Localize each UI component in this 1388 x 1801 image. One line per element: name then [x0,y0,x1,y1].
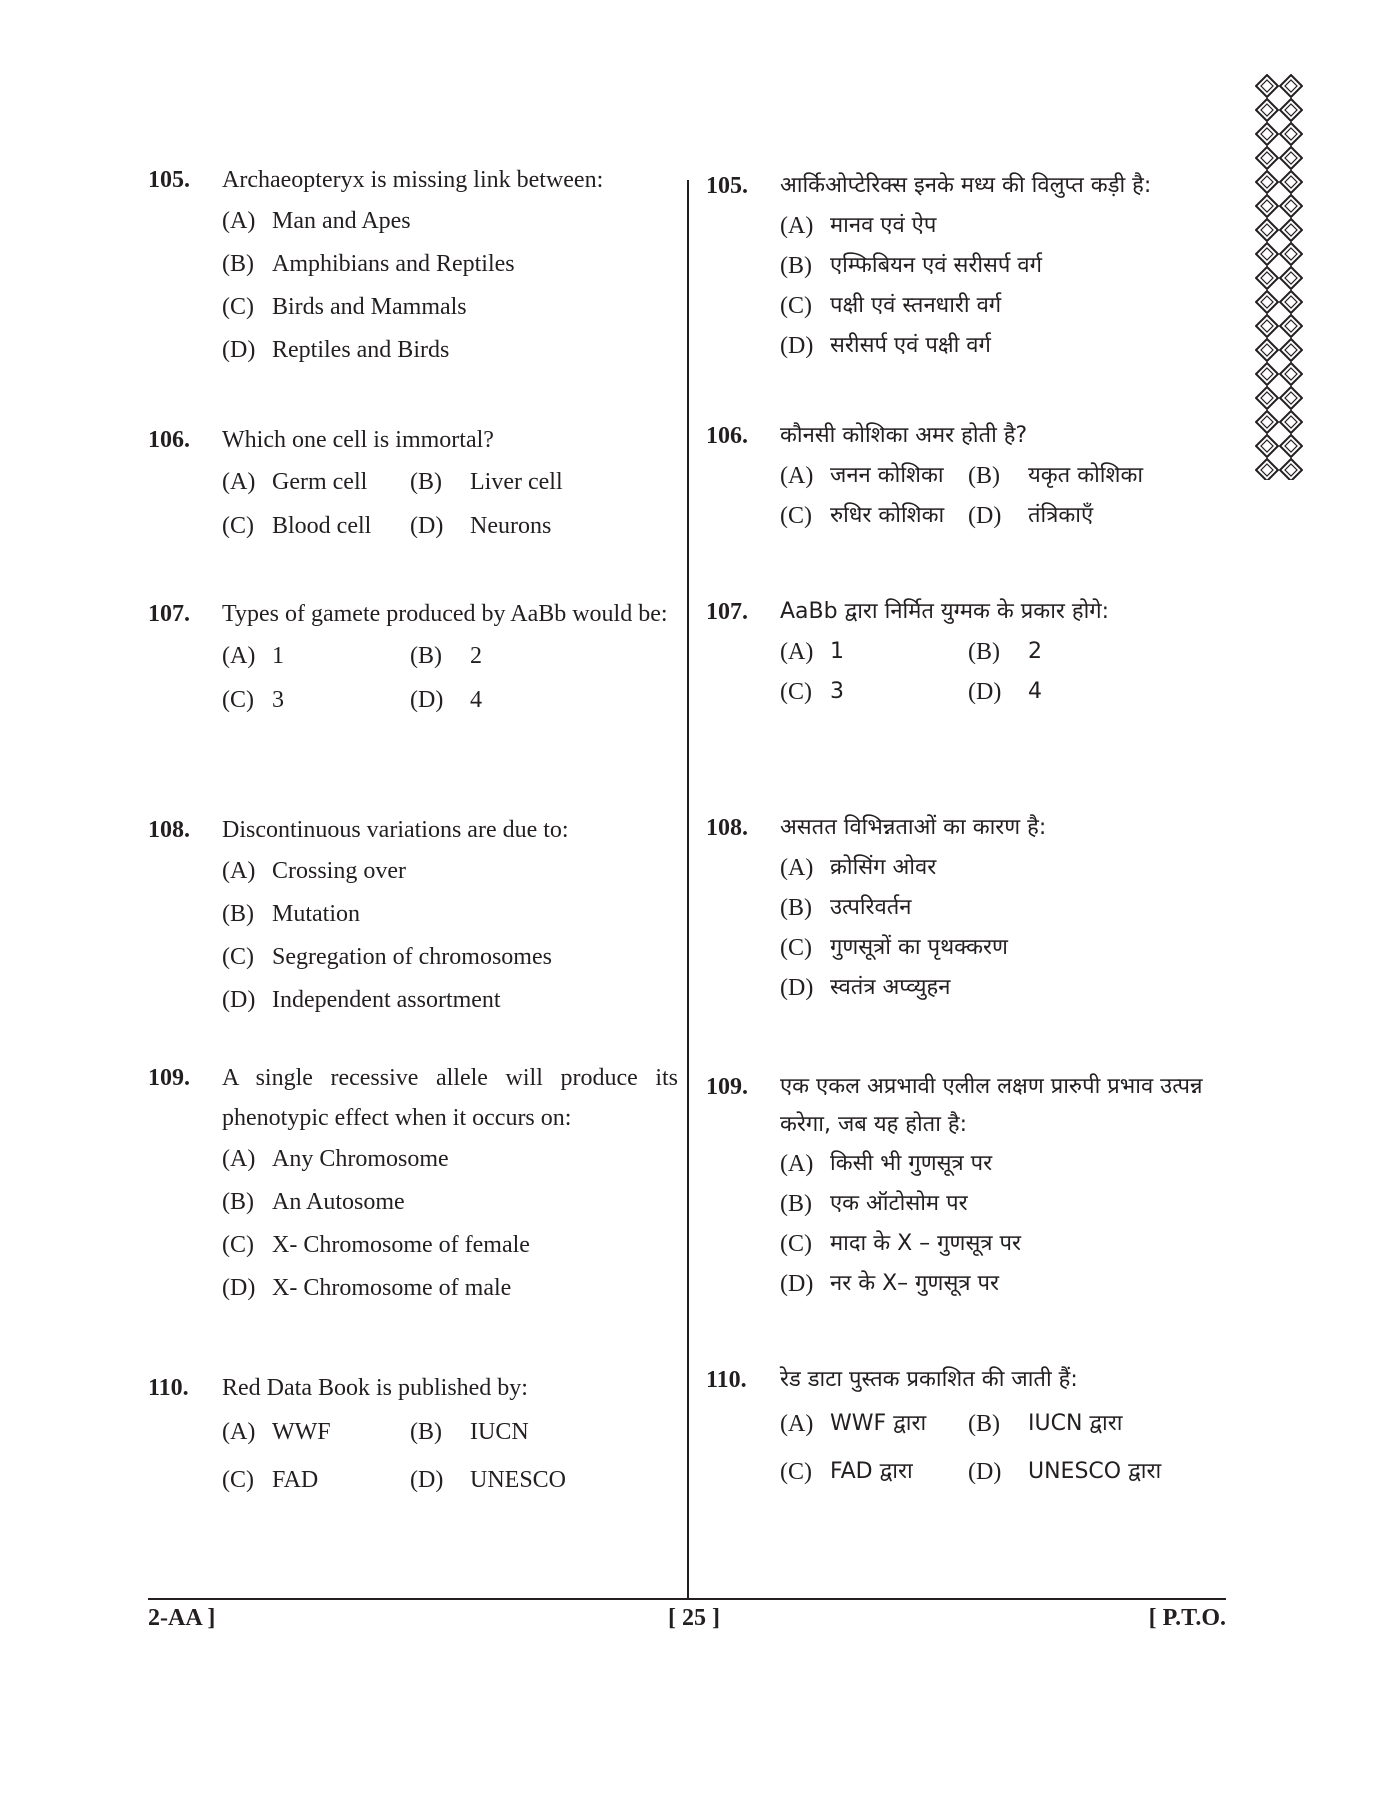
option: (B) उत्परिवर्तन [780,895,912,921]
option: (D) तंत्रिकाएँ [968,503,1094,529]
question-number: 108. [706,815,748,841]
option: (D) UNESCO [410,1467,567,1493]
option: (B) Liver cell [410,469,563,495]
option: (D) Neurons [410,513,552,539]
column-divider [687,180,689,1600]
question-number: 109. [148,1065,190,1091]
question-105-hi [706,166,1246,366]
option: (D) Independent assortment [222,987,501,1013]
option: (B) An Autosome [222,1189,405,1215]
option: (D) 4 [410,687,482,713]
question-number: 109. [706,1074,748,1100]
question-110-hi [706,1360,1246,1496]
option: (A) जनन कोशिका [780,463,944,489]
option: (C) 3 [222,687,284,713]
option: (A) 1 [222,643,284,669]
question-number: 110. [706,1367,747,1393]
question-106-hi [706,416,1246,536]
option: (C) रुधिर कोशिका [780,503,945,529]
decorative-border-pattern [1255,74,1303,480]
option: (A) WWF द्वारा [780,1411,927,1437]
option: (C) FAD द्वारा [780,1459,913,1485]
option: (B) एम्फिबियन एवं सरीसर्प वर्ग [780,253,1043,279]
option: (D) UNESCO द्वारा [968,1459,1162,1485]
question-110-en [148,1368,678,1504]
question-107-hi [706,592,1246,712]
question-109-en [148,1058,678,1310]
question-text: A single recessive allele will produce its phenotypic effect when it occurs on: [222,1065,678,1131]
option: (A) Germ cell [222,469,368,495]
option: (B) Mutation [222,901,360,927]
question-text: कौनसी कोशिका अमर होती है? [780,423,1028,448]
option: (A) क्रोसिंग ओवर [780,855,937,881]
option: (A) किसी भी गुणसूत्र पर [780,1151,993,1177]
page-number: [ 25 ] [668,1605,720,1631]
pto-label: [ P.T.O. [1148,1605,1226,1631]
option: (C) Blood cell [222,513,372,539]
question-105-en [148,160,678,372]
option: (B) यकृत कोशिका [968,463,1144,489]
question-number: 106. [148,427,190,453]
question-number: 110. [148,1375,189,1401]
question-107-en [148,594,678,722]
option: (C) X- Chromosome of female [222,1232,530,1258]
question-number: 106. [706,423,748,449]
booklet-code: 2-AA ] [148,1605,216,1631]
option: (C) गुणसूत्रों का पृथक्करण [780,935,1008,961]
option: (A) मानव एवं ऐप [780,213,937,239]
question-text: एक एकल अप्रभावी एलील लक्षण प्रारुपी प्रभाव उत्पन्न करेगा, जब यह होता है: [780,1074,1203,1137]
option: (D) नर के X– गुणसूत्र पर [780,1271,999,1297]
footer-rule [148,1598,1226,1600]
question-text: Archaeopteryx is missing link between: [222,167,604,193]
question-109-hi [706,1068,1246,1304]
question-number: 105. [148,167,190,193]
question-text: Discontinuous variations are due to: [222,817,569,843]
option: (D) 4 [968,679,1042,705]
question-text: असतत विभिन्नताओं का कारण है: [780,815,1047,840]
question-text: Which one cell is immortal? [222,427,494,453]
question-text: Types of gamete produced by AaBb would be: [222,601,668,627]
question-number: 107. [706,599,748,625]
option: (A) Crossing over [222,858,406,884]
question-106-en [148,420,678,548]
option: (C) FAD [222,1467,319,1493]
question-108-en [148,810,678,1022]
option: (C) मादा के X – गुणसूत्र पर [780,1231,1021,1257]
question-text: AaBb द्वारा निर्मित युग्मक के प्रकार होगे: [780,599,1110,624]
option: (B) IUCN द्वारा [968,1411,1123,1437]
option: (C) Birds and Mammals [222,294,467,320]
option: (B) 2 [410,643,482,669]
option: (A) WWF [222,1419,331,1445]
question-108-hi [706,808,1246,1008]
option: (A) 1 [780,639,844,665]
option: (C) 3 [780,679,844,705]
question-text: Red Data Book is published by: [222,1375,528,1401]
option: (D) X- Chromosome of male [222,1275,512,1301]
option: (B) एक ऑटोसोम पर [780,1191,968,1217]
question-number: 108. [148,817,190,843]
option: (A) Man and Apes [222,208,411,234]
option: (B) IUCN [410,1419,529,1445]
option: (A) Any Chromosome [222,1146,449,1172]
option: (D) सरीसर्प एवं पक्षी वर्ग [780,333,991,359]
question-number: 107. [148,601,190,627]
question-text: रेड डाटा पुस्तक प्रकाशित की जाती हैं: [780,1367,1078,1392]
option: (C) Segregation of chromosomes [222,944,552,970]
question-number: 105. [706,173,748,199]
option: (D) Reptiles and Birds [222,337,450,363]
option: (D) स्वतंत्र अप्व्युहन [780,975,951,1001]
question-text: आर्किओप्टेरिक्स इनके मध्य की विलुप्त कड़ी है: [780,173,1152,198]
option: (B) Amphibians and Reptiles [222,251,515,277]
option: (C) पक्षी एवं स्तनधारी वर्ग [780,293,1002,319]
option: (B) 2 [968,639,1042,665]
